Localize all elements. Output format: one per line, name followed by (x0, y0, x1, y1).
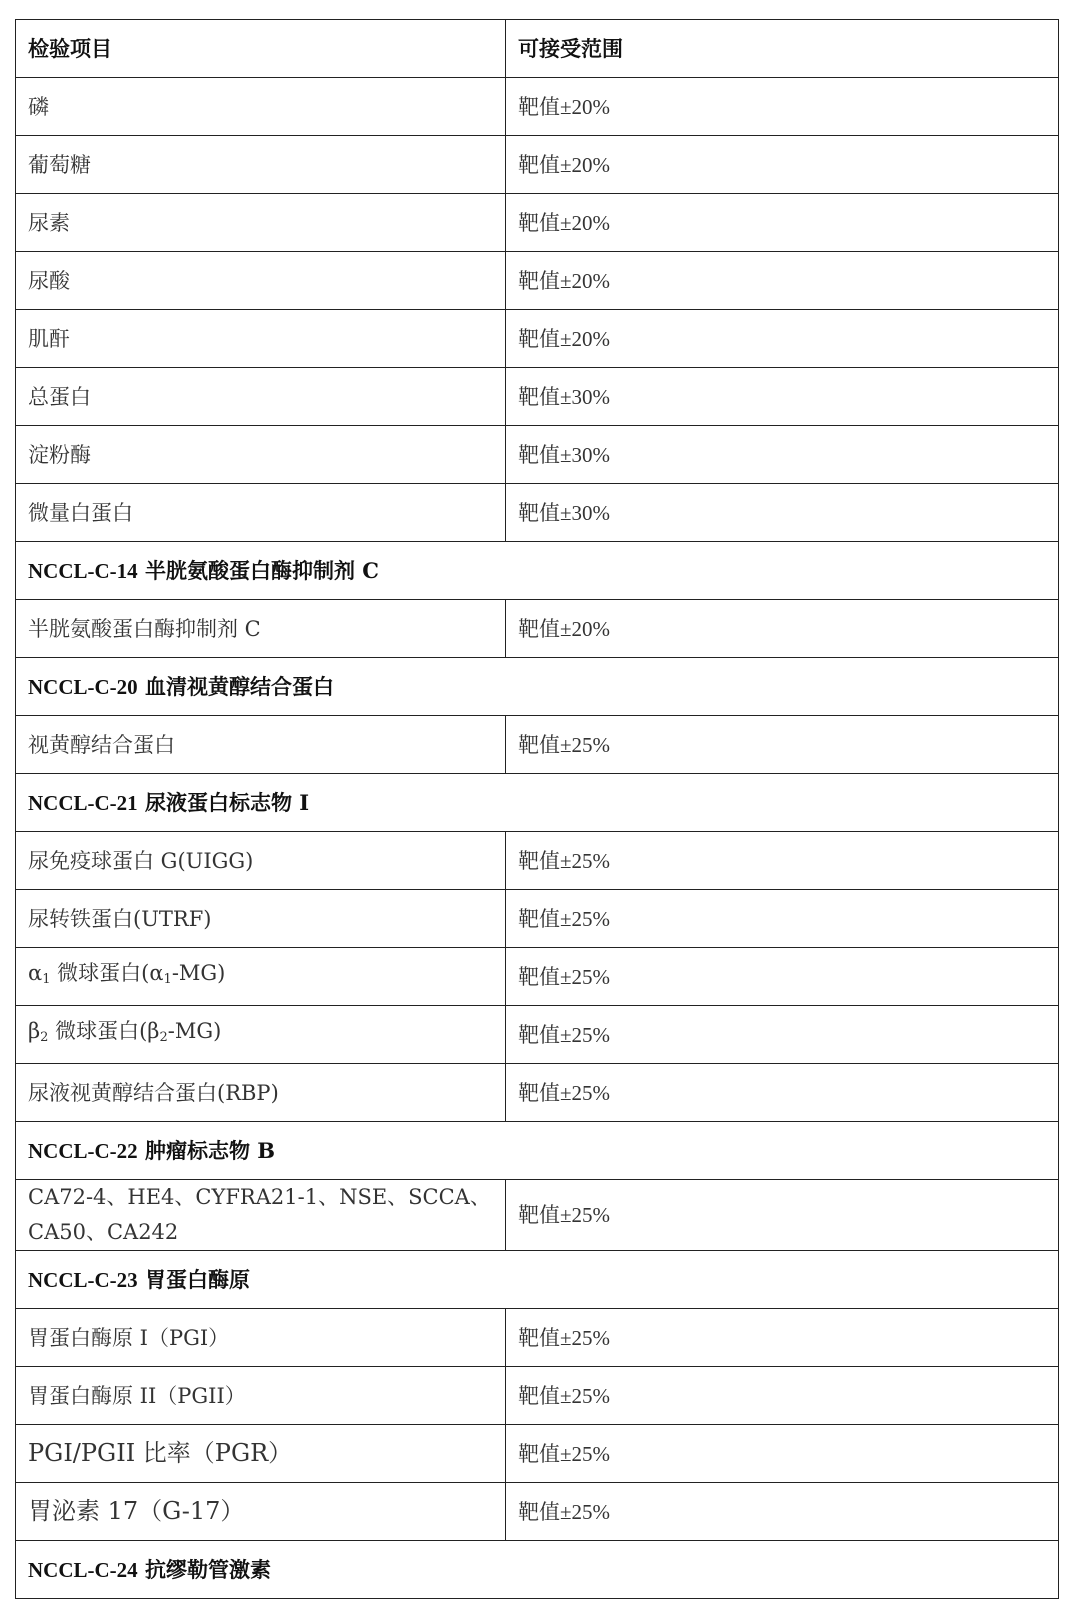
item-cell (16, 1425, 506, 1483)
item-name (28, 958, 225, 995)
range-cell (506, 1425, 1059, 1483)
item-cell (16, 194, 506, 252)
item-name: 葡萄糖 (28, 152, 91, 177)
range-value: 靶值±20% (518, 616, 611, 641)
item-name-part: 2 (40, 1030, 49, 1045)
range-cell (506, 78, 1059, 136)
section-row (16, 774, 1059, 832)
table-row (16, 832, 1059, 890)
table-row (16, 1483, 1059, 1541)
item-name: PGI/PGII 比率（PGR） (28, 1439, 293, 1467)
section-code: NCCL-C-20 (28, 674, 138, 699)
range-value: 靶值±25% (518, 964, 611, 989)
item-name-part: 1 (163, 972, 172, 987)
range-value: 靶值±25% (518, 906, 611, 931)
section-row (16, 1122, 1059, 1180)
table-header-row (16, 20, 1059, 78)
item-name-part: 微球蛋白(β (48, 1019, 160, 1043)
item-cell (16, 426, 506, 484)
range-value: 靶值±25% (518, 1325, 611, 1350)
range-cell (506, 484, 1059, 542)
table-body (16, 78, 1059, 1599)
range-cell (506, 136, 1059, 194)
item-name: 磷 (28, 94, 49, 119)
range-value: 靶值±20% (518, 152, 611, 177)
item-name: 尿免疫球蛋白 G(UIGG) (28, 848, 254, 873)
range-cell (506, 252, 1059, 310)
table-row (16, 600, 1059, 658)
item-name: 淀粉酶 (28, 442, 91, 467)
range-value: 靶值±20% (518, 210, 611, 235)
section-code: NCCL-C-14 (28, 558, 138, 583)
range-value: 靶值±25% (518, 1441, 611, 1466)
range-cell (506, 1006, 1059, 1064)
range-cell (506, 1483, 1059, 1541)
item-name: CA72-4、HE4、CYFRA21-1、NSE、SCCA、CA50、CA242 (28, 1185, 491, 1244)
table-row (16, 426, 1059, 484)
item-name-part: β (28, 1019, 41, 1043)
range-value: 靶值±30% (518, 384, 611, 409)
item-name: 尿素 (28, 210, 70, 235)
section-row (16, 658, 1059, 716)
section-heading (16, 1251, 1059, 1309)
section-code: NCCL-C-21 (28, 790, 138, 815)
range-value: 靶值±20% (518, 326, 611, 351)
range-cell (506, 1064, 1059, 1122)
range-cell (506, 890, 1059, 948)
document-page (15, 19, 1058, 1599)
item-name: 胃蛋白酶原 I（PGI） (28, 1325, 230, 1350)
item-cell (16, 890, 506, 948)
range-value: 靶值±25% (518, 848, 611, 873)
section-row (16, 1251, 1059, 1309)
table-row (16, 1425, 1059, 1483)
item-cell (16, 832, 506, 890)
section-title: 胃蛋白酶原 (144, 1266, 250, 1292)
table-row (16, 252, 1059, 310)
item-cell (16, 1064, 506, 1122)
item-name-part: -MG) (171, 961, 226, 985)
range-cell (506, 832, 1059, 890)
range-value: 靶值±25% (518, 1080, 611, 1105)
range-cell (506, 1367, 1059, 1425)
table-row (16, 310, 1059, 368)
item-name-part: 2 (159, 1030, 168, 1045)
item-name (28, 1016, 221, 1053)
section-heading (16, 1541, 1059, 1599)
table-row (16, 1367, 1059, 1425)
section-row (16, 542, 1059, 600)
item-cell (16, 310, 506, 368)
table-row (16, 194, 1059, 252)
range-value: 靶值±30% (518, 500, 611, 525)
item-name-part: 1 (42, 972, 51, 987)
acceptable-range-table (15, 19, 1059, 1599)
range-cell (506, 716, 1059, 774)
range-cell (506, 600, 1059, 658)
item-name: 视黄醇结合蛋白 (28, 732, 175, 757)
section-heading (16, 658, 1059, 716)
table-row (16, 1064, 1059, 1122)
item-name-part: α (28, 961, 43, 985)
table-row (16, 78, 1059, 136)
section-heading (16, 542, 1059, 600)
item-name: 微量白蛋白 (28, 500, 133, 525)
range-value: 靶值±25% (518, 732, 611, 757)
section-title: 尿液蛋白标志物 I (144, 789, 310, 815)
item-name: 肌酐 (28, 326, 70, 351)
table-row (16, 484, 1059, 542)
range-cell (506, 1180, 1059, 1251)
range-cell (506, 310, 1059, 368)
section-heading (16, 1122, 1059, 1180)
section-code: NCCL-C-24 (28, 1557, 138, 1582)
section-heading (16, 774, 1059, 832)
item-cell (16, 600, 506, 658)
table-row (16, 136, 1059, 194)
range-value: 靶值±25% (518, 1022, 611, 1047)
item-cell (16, 368, 506, 426)
range-cell (506, 426, 1059, 484)
range-value: 靶值±25% (518, 1203, 611, 1227)
item-cell (16, 78, 506, 136)
item-name: 尿液视黄醇结合蛋白(RBP) (28, 1080, 279, 1105)
item-cell (16, 1006, 506, 1064)
table-row (16, 948, 1059, 1006)
item-name: 半胱氨酸蛋白酶抑制剂 C (28, 616, 261, 641)
item-cell (16, 484, 506, 542)
item-name: 胃泌素 17（G-17） (28, 1497, 245, 1525)
section-title: 抗缪勒管激素 (144, 1556, 271, 1582)
table-row (16, 368, 1059, 426)
item-cell (16, 948, 506, 1006)
range-cell (506, 368, 1059, 426)
item-name: 胃蛋白酶原 II（PGII） (28, 1383, 246, 1408)
item-name-part: 微球蛋白(α (50, 961, 164, 985)
header-item: 检验项目 (16, 20, 506, 78)
table-row (16, 716, 1059, 774)
item-name: 尿转铁蛋白(UTRF) (28, 906, 212, 931)
section-title: 血清视黄醇结合蛋白 (144, 673, 334, 699)
section-title: 半胱氨酸蛋白酶抑制剂 C (144, 557, 379, 583)
section-row (16, 1541, 1059, 1599)
range-cell (506, 1309, 1059, 1367)
item-cell (16, 1309, 506, 1367)
table-row (16, 890, 1059, 948)
range-cell (506, 194, 1059, 252)
item-cell (16, 1483, 506, 1541)
item-cell (16, 252, 506, 310)
range-value: 靶值±20% (518, 94, 611, 119)
section-code: NCCL-C-22 (28, 1138, 138, 1163)
range-value: 靶值±20% (518, 268, 611, 293)
item-cell (16, 136, 506, 194)
range-cell (506, 948, 1059, 1006)
item-cell (16, 716, 506, 774)
item-name-part: -MG) (167, 1019, 222, 1043)
table-row (16, 1180, 1059, 1251)
range-value: 靶值±30% (518, 442, 611, 467)
item-cell (16, 1180, 506, 1251)
header-range: 可接受范围 (506, 20, 1059, 78)
item-cell (16, 1367, 506, 1425)
range-value: 靶值±25% (518, 1383, 611, 1408)
table-row (16, 1006, 1059, 1064)
item-name: 尿酸 (28, 268, 70, 293)
table-row (16, 1309, 1059, 1367)
item-name: 总蛋白 (28, 384, 91, 409)
section-title: 肿瘤标志物 B (144, 1137, 276, 1163)
section-code: NCCL-C-23 (28, 1267, 138, 1292)
range-value: 靶值±25% (518, 1499, 611, 1524)
